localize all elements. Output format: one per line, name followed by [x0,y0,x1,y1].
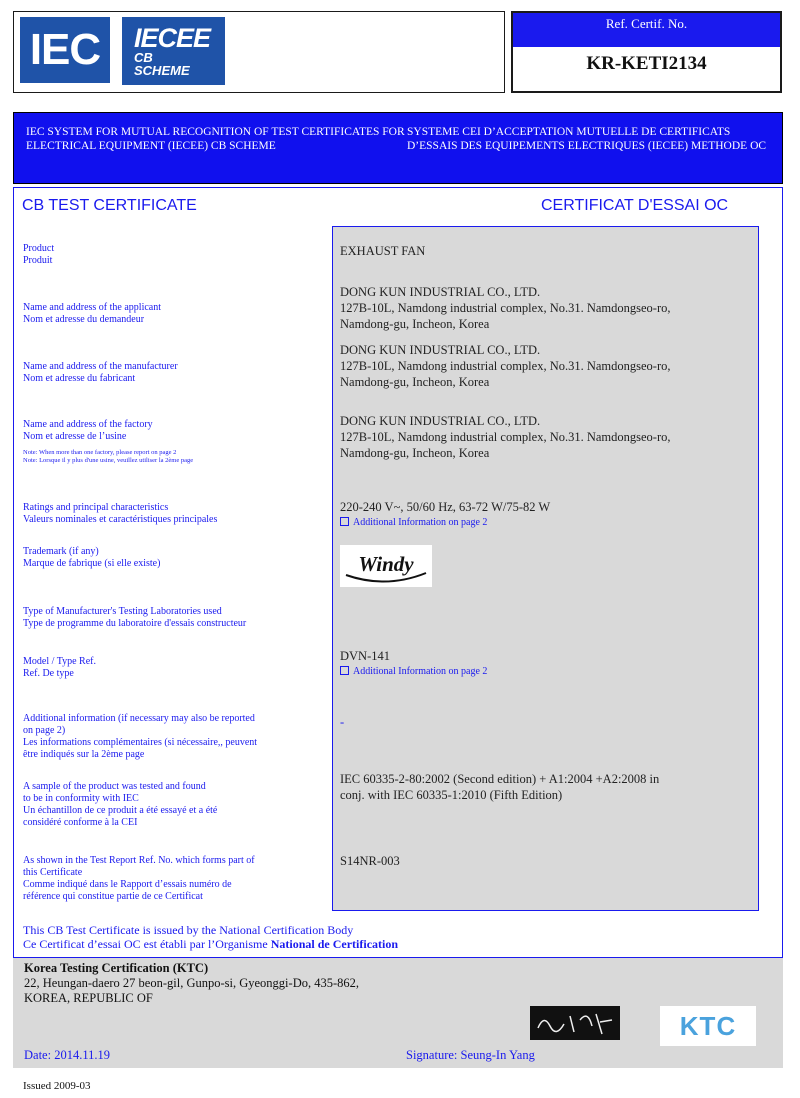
additional-info-label-fr2: être indiqués sur la 2ème page [23,749,145,760]
factory-label-en: Name and address of the factory [23,419,153,430]
manufacturer-company: DONG KUN INDUSTRIAL CO., LTD. [340,343,541,357]
issued-by-fr-prefix: Ce Certificat d’essai OC est établi par l’Organisme [23,937,268,951]
iec-logo-text: IEC [29,25,101,74]
trademark-label-fr: Marque de fabrique (si elle existe) [23,558,161,569]
standard-line-2: conj. with IEC 60335-1:2010 (Fifth Edition) [340,788,563,802]
ktc-address-2: KOREA, REPUBLIC OF [24,991,153,1005]
ratings-label-fr: Valeurs nominales et caractéristiques principales [23,514,218,525]
iec-logo [20,17,110,83]
applicant-address-2: Namdong-gu, Incheon, Korea [340,317,490,331]
model-checkbox[interactable] [340,666,349,675]
test-report-label-4: référence qui constitue partie de ce Certificat [23,891,203,902]
product-value: EXHAUST FAN [340,244,426,258]
ktc-logo: KTC [660,1006,756,1046]
cb-test-certificate-title: CB TEST CERTIFICATE [22,197,197,214]
applicant-address-1: 127B-10L, Namdong industrial complex, No.31. Namdongseo-ro, [340,301,671,315]
standard-value [340,771,755,803]
sample-label-2: to be in conformity with IEC [23,793,139,804]
ref-number: KR-KETI2134 [586,53,707,74]
model-label-en: Model / Type Ref. [23,656,96,667]
trademark-label-en: Trademark (if any) [23,546,99,557]
factory-company: DONG KUN INDUSTRIAL CO., LTD. [340,414,541,428]
signature-image [530,1006,620,1040]
ref-certificate-box [511,11,782,93]
ratings-text: 220-240 V~, 50/60 Hz, 63-72 W/75-82 W [340,500,551,514]
manufacturer-label [23,361,323,385]
logo-area [13,11,505,93]
test-report-label-2: this Certificate [23,867,83,878]
product-label-en: Product [23,243,55,254]
applicant-company: DONG KUN INDUSTRIAL CO., LTD. [340,285,541,299]
manufacturer-label-fr: Nom et adresse du fabricant [23,373,136,384]
manufacturer-value [340,342,755,390]
model-additional-info [340,664,755,680]
testing-lab-label-en: Type of Manufacturer's Testing Laboratories used [23,606,222,617]
ktc-name: Korea Testing Certification (KTC) [24,961,209,975]
scheme-logo-text: SCHEME [134,63,190,78]
iecee-logo-text: IECEE [134,23,211,53]
test-report-label-1: As shown in the Test Report Ref. No. which forms part of [23,855,255,866]
factory-address-1: 127B-10L, Namdong industrial complex, No.31. Namdongseo-ro, [340,430,671,444]
testing-lab-label [23,606,323,630]
model-additional-info-text: Additional Information on page 2 [353,666,488,677]
applicant-value [340,284,755,332]
iecee-banner [13,112,783,184]
ratings-value [340,499,755,531]
manufacturer-address-2: Namdong-gu, Incheon, Korea [340,375,490,389]
issued-by-en: This CB Test Certificate is issued by the National Certification Body [23,923,354,937]
ratings-label-en: Ratings and principal characteristics [23,502,169,513]
signature: Signature: Seung-In Yang [406,1048,535,1062]
model-value [340,648,755,680]
issued-by-fr [23,937,398,951]
sample-label-3: Un échantillon de ce produit a été essayé et a été [23,805,218,816]
ratings-label [23,502,323,526]
date: Date: 2014.11.19 [24,1048,110,1062]
ref-label: Ref. Certif. No. [513,13,780,47]
iecee-logo [122,17,225,85]
trademark-logo [340,545,432,587]
factory-note-en: Note: When more than one factory, please report on page 2 [23,449,177,456]
product-label [23,243,323,267]
test-report-label-3: Comme indiqué dans le Rapport d’essais numéro de [23,879,232,890]
additional-info-value: - [340,715,345,729]
ratings-checkbox[interactable] [340,517,349,526]
cb-logo-text: CB [134,50,153,65]
issued-by-fr-bold: National de Certification [270,937,399,951]
applicant-label-en: Name and address of the applicant [23,302,162,313]
applicant-label [23,302,323,326]
additional-info-label-fr1: Les informations complémentaires (si nécessaire,, peuvent [23,737,258,748]
issued-date: Issued 2009-03 [23,1080,91,1092]
trademark-label [23,546,323,570]
factory-note-fr: Note: Lorsque il y plus d'une usine, veuillez utiliser la 2ème page [23,457,194,464]
windy-logo-text: Windy [358,552,414,576]
ratings-additional-info-text: Additional Information on page 2 [353,517,488,528]
ktc-address-1: 22, Heungan-daero 27 beon-gil, Gunpo-si, Gyeonggi-Do, 435-862, [24,976,360,990]
factory-label-fr: Nom et adresse de l’usine [23,431,127,442]
factory-label [23,419,323,465]
sample-label-1: A sample of the product was tested and found [23,781,206,792]
model-label-fr: Ref. De type [23,668,74,679]
test-report-label [23,855,323,903]
factory-address-2: Namdong-gu, Incheon, Korea [340,446,490,460]
additional-info-label [23,713,323,761]
banner-english: IEC SYSTEM FOR MUTUAL RECOGNITION OF TEST CERTIFICATES FOR ELECTRICAL EQUIPMENT (IECEE) CB SCHEME [26,126,405,152]
signature-scribble [530,1006,620,1040]
test-report-value: S14NR-003 [340,854,400,868]
ratings-additional-info [340,515,755,531]
factory-value [340,413,755,461]
model-label [23,656,323,680]
additional-info-label-en1: Additional information (if necessary may also be reported [23,713,255,724]
model-text: DVN-141 [340,649,390,663]
manufacturer-address-1: 127B-10L, Namdong industrial complex, No.31. Namdongseo-ro, [340,359,671,373]
banner-french: SYSTEME CEI D’ACCEPTATION MUTUELLE DE CERTIFICATS D’ESSAIS DES EQUIPEMENTS ELECTRIQUES (IECEE) METHODE OC [407,126,767,152]
product-label-fr: Produit [23,255,53,266]
testing-lab-label-fr: Type de programme du laboratoire d'essais constructeur [23,618,247,629]
standard-line-1: IEC 60335-2-80:2002 (Second edition) + A1:2004 +A2:2008 in [340,772,660,786]
certificat-essai-title: CERTIFICAT D'ESSAI OC [541,197,729,214]
manufacturer-label-en: Name and address of the manufacturer [23,361,178,372]
windy-logo-graphic [340,545,432,587]
sample-label [23,781,323,829]
additional-info-label-en2: on page 2) [23,725,66,736]
applicant-label-fr: Nom et adresse du demandeur [23,314,145,325]
sample-label-4: considéré conforme à la CEI [23,817,138,828]
